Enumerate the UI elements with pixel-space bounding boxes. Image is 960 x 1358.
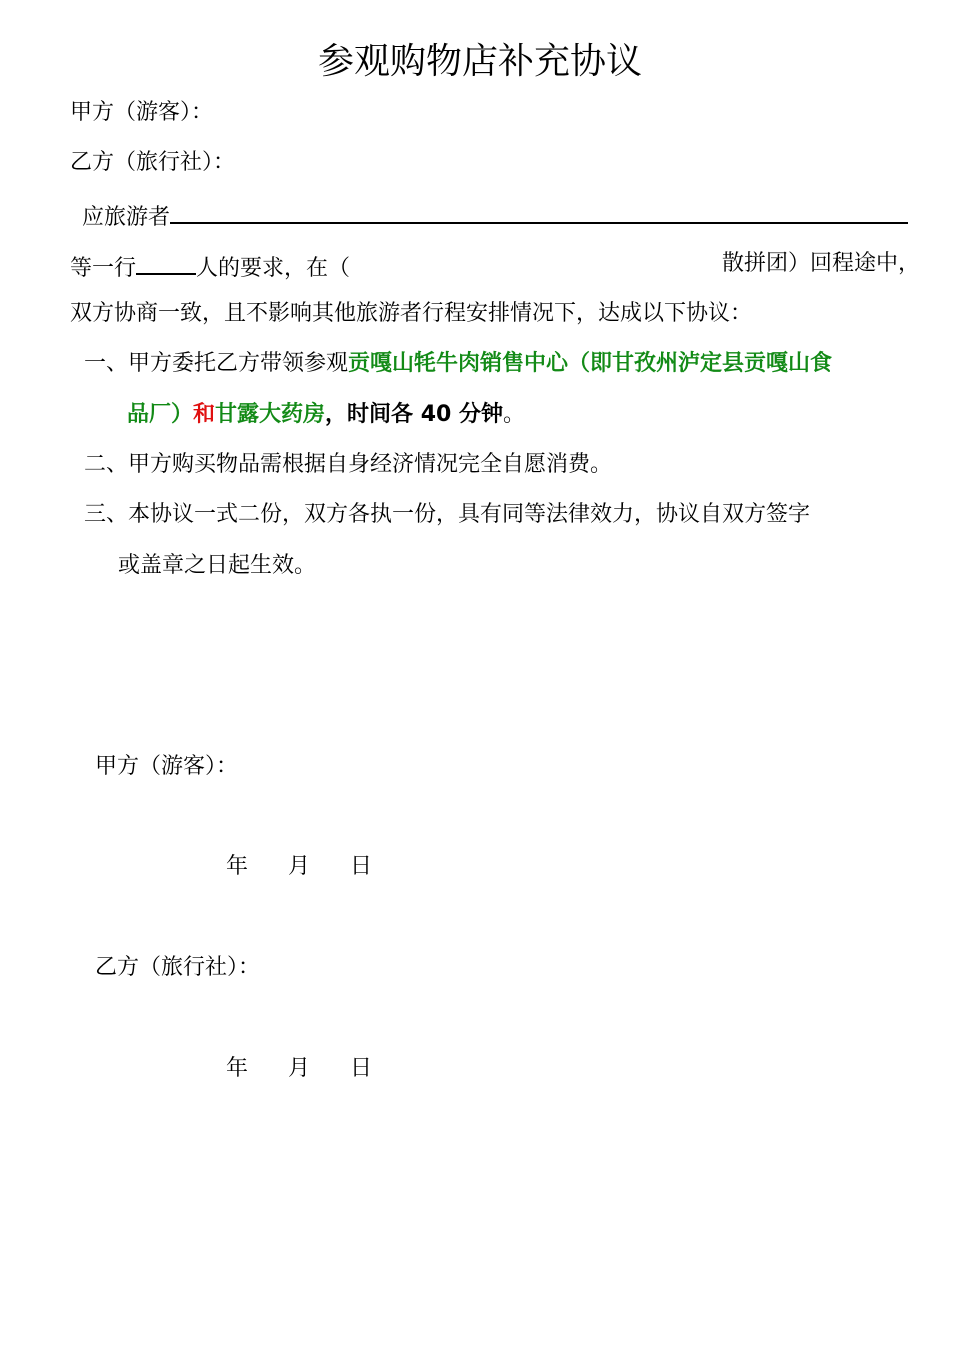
group-text-1: 等一行: [70, 256, 137, 281]
clause-3-line-1: 三、本协议一式二份，双方各执一份，具有同等法律效力，协议自双方签字: [84, 502, 811, 527]
signature-a-day: 日: [350, 854, 373, 879]
signature-b-year: 年: [226, 1056, 249, 1081]
party-a-label: 甲方（游客）：: [70, 100, 214, 125]
signature-b-date: [226, 1054, 412, 1084]
clause-1-connector: 和: [193, 402, 216, 427]
group-line: [70, 249, 920, 284]
request-line: [82, 198, 908, 233]
store-1-name: 贡嘎山牦牛肉销售中心（即甘孜州泸定县贡嘎山食: [348, 351, 833, 376]
signature-a-label: 甲方（游客）：: [95, 754, 239, 779]
document-title: 参观购物店补充协议: [317, 41, 642, 82]
store-1-name-cont: 品厂）: [127, 402, 194, 427]
clause-2: 二、甲方购买物品需根据自身经济情况完全自愿消费。: [84, 452, 613, 477]
signature-a-month: 月: [288, 854, 311, 879]
consensus-text: 双方协商一致，且不影响其他旅游者行程安排情况下，达成以下协议：: [70, 301, 753, 326]
signature-b-day: 日: [350, 1056, 373, 1081]
signature-a-date: [226, 852, 412, 882]
request-prefix: 应旅游者: [82, 205, 171, 230]
store-2-name: 甘露大药房: [215, 402, 326, 427]
clause-1-end: 。: [502, 402, 525, 427]
signature-b-month: 月: [288, 1056, 311, 1081]
party-b-label: 乙方（旅行社）：: [70, 150, 236, 175]
group-size-blank[interactable]: [136, 249, 196, 275]
clause-1-duration: ，时间各 40 分钟: [325, 402, 503, 427]
clause-1-line-1: [84, 349, 832, 379]
tourist-name-blank[interactable]: [170, 198, 908, 224]
clause-1-line-2: [127, 400, 525, 430]
signature-b-label: 乙方（旅行社）：: [95, 955, 261, 980]
group-text-2: 人的要求，在（: [196, 256, 351, 281]
signature-a-year: 年: [226, 854, 249, 879]
group-text-3: 散拼团）回程途中，: [721, 251, 920, 276]
clause-3-line-2: 或盖章之日起生效。: [118, 553, 317, 578]
clause-1-prefix: 一、甲方委托乙方带领参观: [84, 351, 349, 376]
